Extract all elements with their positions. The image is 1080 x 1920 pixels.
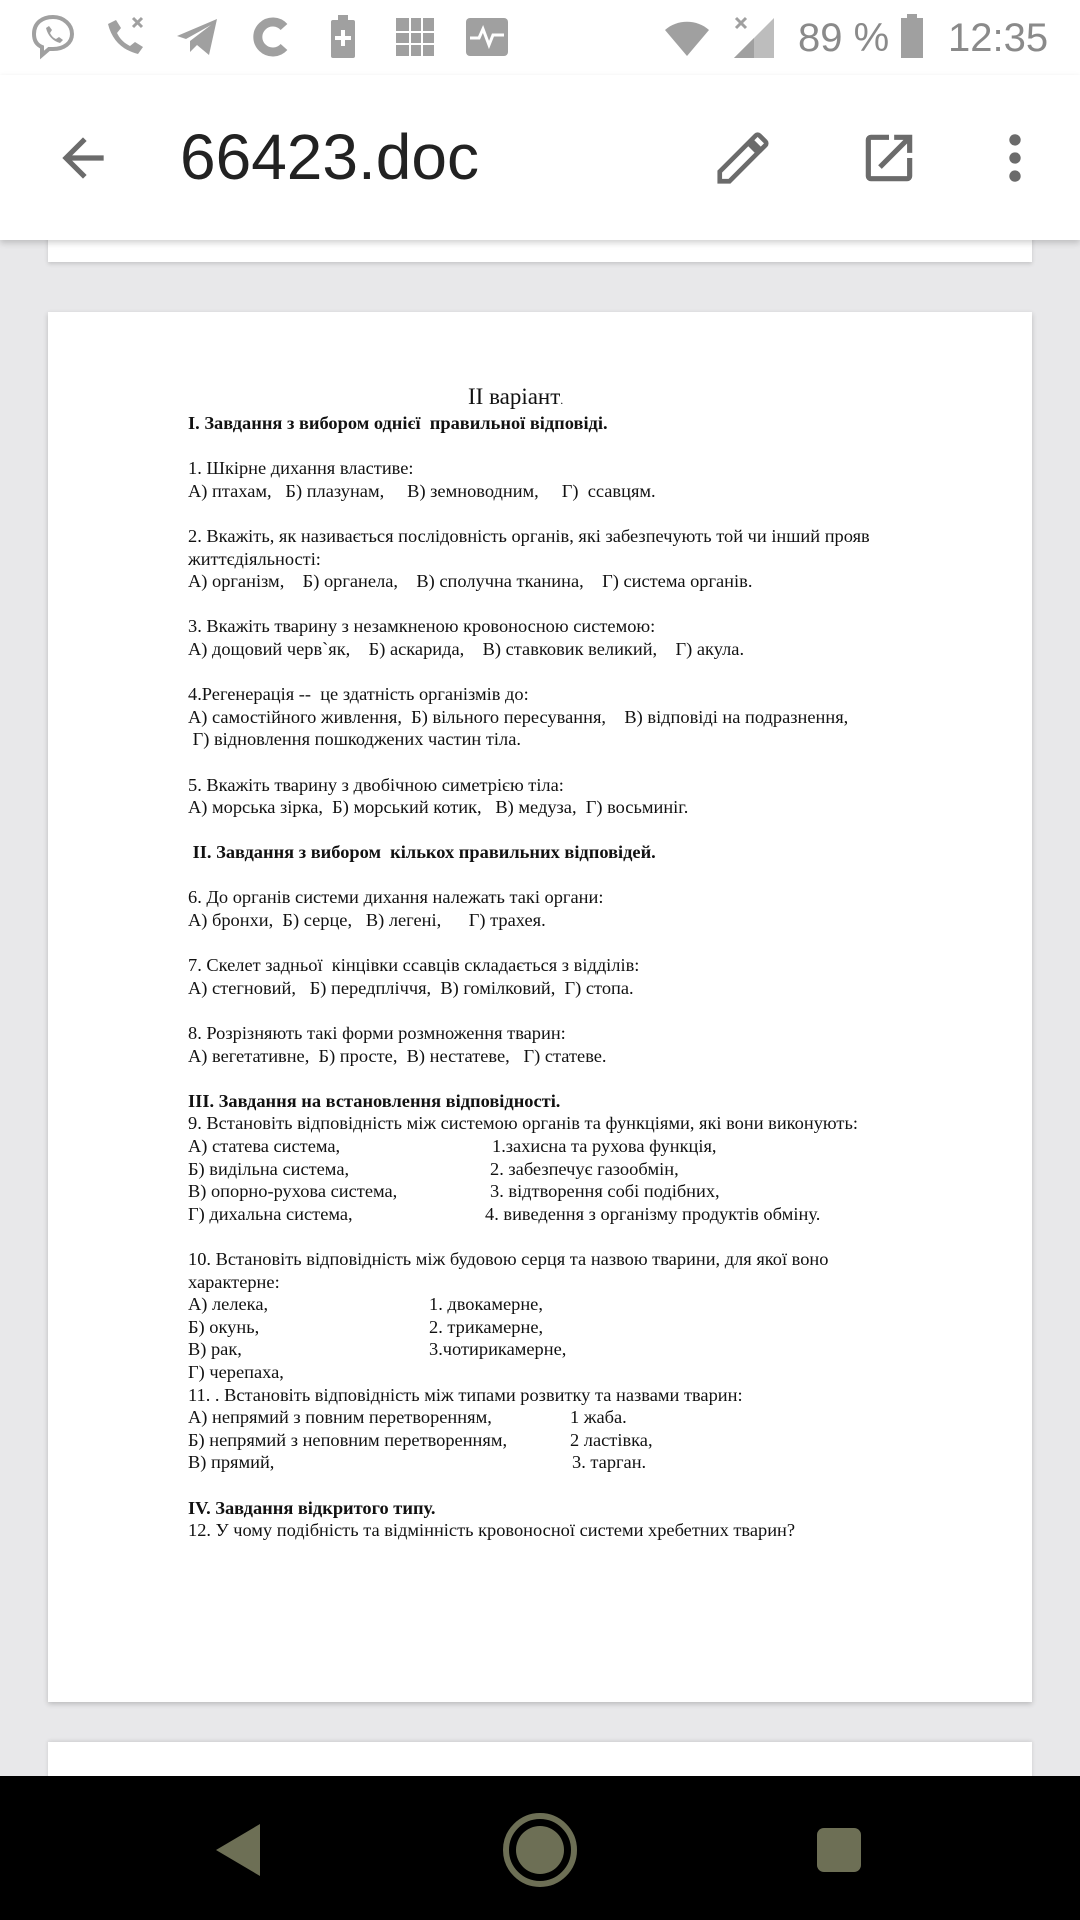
nav-back-icon[interactable] (198, 1808, 282, 1892)
question-12: 12. У чому подібність та відмінність кровоносної системи хребетних тварин? (188, 1520, 796, 1541)
missed-call-icon (98, 12, 152, 62)
match-row: А) статева система, 1.захисна та рухова функція, (188, 1136, 717, 1156)
match-row: Б) видільна система, 2. забезпечує газообмін, (188, 1158, 679, 1179)
question-3-options: А) дощовий черв`як, Б) аскарида, В) ставковик великий, Г) акула. (188, 638, 745, 659)
question-7-options: А) стегновий, Б) передпліччя, В) гомілковий, Г) стопа. (188, 977, 634, 998)
status-bar (0, 0, 1080, 75)
c-app-icon (244, 12, 298, 62)
question-8-options: А) вегетативне, Б) просте, В) нестатеве, Г) статеве. (188, 1045, 607, 1066)
nav-recents-icon[interactable] (797, 1808, 881, 1892)
telegram-icon (170, 12, 224, 62)
section-3-heading: III. Завдання на встановлення відповідності. (188, 1090, 561, 1111)
document-page (48, 312, 1032, 1702)
battery-percent: 89 % (798, 16, 890, 60)
signal-icon (726, 12, 780, 62)
document-viewer[interactable] (0, 240, 1080, 1776)
question-2: 2. Вкажіть, як називається послідовність органів, які забезпечують той чи інший прояв (188, 525, 870, 546)
question-2-cont: життєдіяльності: (188, 548, 321, 569)
wifi-icon (660, 12, 714, 62)
section-2-heading: II. Завдання з вибором кількох правильних відповідей. (188, 842, 656, 863)
question-8: 8. Розрізняють такі форми розмноження тварин: (188, 1023, 566, 1044)
match-row: В) опорно-рухова система, 3. відтворення собі подібних, (188, 1181, 720, 1202)
document-content (188, 382, 988, 1542)
question-3: 3. Вкажіть тварину з незамкненою кровоносною системою: (188, 616, 656, 637)
question-5-options: А) морська зірка, Б) морський котик, В) медуза, Г) восьминіг. (188, 797, 689, 818)
question-6: 6. До органів системи дихання належать такі органи: (188, 887, 604, 908)
previous-page (48, 240, 1032, 262)
section-1-heading: I. Завдання з вибором однієї правильної відповіді. (188, 413, 608, 433)
question-6-options: А) бронхи, Б) серце, В) легені, Г) трахея. (188, 910, 546, 931)
gallery-icon (388, 12, 442, 62)
match-row: А) лелека, 1. двокамерне, (188, 1294, 543, 1315)
question-1-options: А) птахам, Б) плазунам, В) земноводним, Г) ссавцям. (188, 480, 656, 501)
match-row: А) непрямий з повним перетворенням, 1 жаба. (188, 1407, 627, 1428)
section-4-heading: IV. Завдання відкритого типу. (188, 1497, 436, 1518)
question-7: 7. Скелет задньої кінцівки ссавців складається з відділів: (188, 955, 640, 976)
more-vert-icon[interactable] (972, 115, 1058, 201)
question-5: 5. Вкажіть тварину з двобічною симетрією тіла: (188, 774, 564, 795)
next-page (48, 1742, 1032, 1776)
match-row: В) рак, 3.чотирикамерне, (188, 1339, 567, 1360)
question-10-cont: характерне: (188, 1271, 280, 1292)
question-4-options-cont: Г) відновлення пошкоджених частин тіла. (188, 729, 521, 750)
clock: 12:35 (948, 16, 1049, 60)
navigation-bar (0, 1776, 1080, 1920)
match-row: Г) дихальна система, 4. виведення з організму продуктів обміну. (188, 1203, 821, 1224)
app-bar (0, 75, 1080, 240)
edit-pencil-icon[interactable] (700, 115, 786, 201)
battery-icon (892, 12, 932, 62)
document-title: 66423.doc (180, 121, 479, 193)
match-row: Б) окунь, 2. трикамерне, (188, 1316, 544, 1337)
open-external-icon[interactable] (846, 115, 932, 201)
question-10: 10. Встановіть відповідність між будовою серця та назвою тварини, для якої воно (188, 1248, 829, 1269)
viber-icon (26, 12, 80, 62)
question-2-options: А) організм, Б) органела, В) сполучна тканина, Г) система органів. (188, 571, 753, 592)
question-9: 9. Встановіть відповідність між системою органів та функціями, які вони виконують: (188, 1113, 858, 1134)
question-4-options: А) самостійного живлення, Б) вільного пересування, В) відповіді на подразнення, (188, 706, 849, 727)
match-row: Б) непрямий з неповним перетворенням, 2 ластівка, (188, 1429, 653, 1450)
battery-saver-icon (316, 12, 370, 62)
match-row: В) прямий, 3. тарган. (188, 1452, 647, 1473)
question-11: 11. . Встановіть відповідність між типами розвитку та назвами тварин: (188, 1384, 743, 1405)
match-row: Г) черепаха, (188, 1361, 284, 1382)
back-arrow-icon[interactable] (40, 115, 126, 201)
question-1: 1. Шкірне дихання властиве: (188, 458, 414, 479)
variant-title: II варіант. (468, 384, 564, 409)
activity-icon (460, 12, 514, 62)
nav-home-icon[interactable] (498, 1808, 582, 1892)
question-4: 4.Регенерація -- це здатність організмів до: (188, 684, 529, 705)
